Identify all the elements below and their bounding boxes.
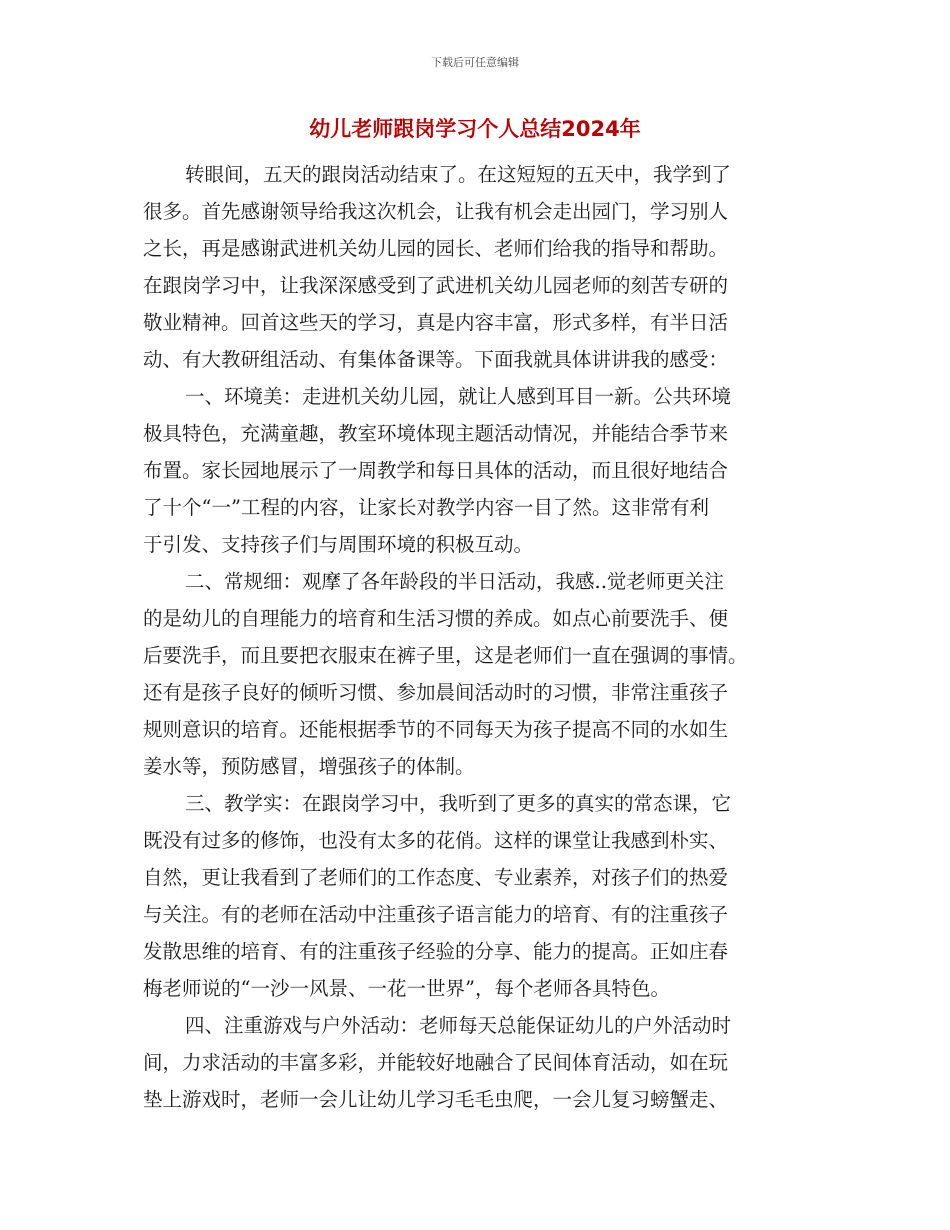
text-line: 四、注重游戏与户外活动：老师每天总能保证幼儿的户外活动时 bbox=[185, 1014, 732, 1037]
text-line: 二、常规细：观摩了各年龄段的半日活动，我感..觉老师更关注 bbox=[185, 570, 724, 593]
text-line: 间，力求活动的丰富多彩，并能较好地融合了民间体育活动，如在玩 bbox=[143, 1051, 729, 1074]
text-line: 极具特色，充满童趣，教室环境体现主题活动情况，并能结合季节来 bbox=[143, 422, 729, 445]
text-line: 在跟岗学习中，让我深深感受到了武进机关幼儿园老师的刻苦专研的 bbox=[143, 274, 729, 297]
text-line: 于引发、支持孩子们与周围环境的积极互动。 bbox=[143, 533, 534, 556]
page-header: 下载后可任意编辑 bbox=[431, 56, 519, 69]
text-line: 自然，更让我看到了老师们的工作态度、专业素养，对孩子们的热爱 bbox=[143, 866, 729, 889]
text-line: 垫上游戏时，老师一会儿让幼儿学习毛毛虫爬，一会儿复习螃蟹走、 bbox=[143, 1088, 729, 1111]
text-line: 布置。家长园地展示了一周教学和每日具体的活动，而且很好地结合 bbox=[143, 459, 729, 482]
document-body bbox=[143, 156, 803, 1118]
text-line: 既没有过多的修饰，也没有太多的花俏。这样的课堂让我感到朴实、 bbox=[143, 829, 729, 852]
text-line: 很多。首先感谢领导给我这次机会，让我有机会走出园门，学习别人 bbox=[143, 200, 729, 223]
text-line: 后要洗手，而且要把衣服束在裤子里，这是老师们一直在强调的事情。 bbox=[143, 644, 748, 667]
document-title: 幼儿老师跟岗学习个人总结2024年 bbox=[309, 117, 641, 141]
text-line: 敬业精神。回首这些天的学习，真是内容丰富，形式多样，有半日活 bbox=[143, 311, 729, 334]
text-line: 规则意识的培育。还能根据季节的不同每天为孩子提高不同的水如生 bbox=[143, 718, 729, 741]
text-line: 梅老师说的“一沙一风景、一花一世界”，每个老师各具特色。 bbox=[143, 977, 670, 1000]
text-line: 之长，再是感谢武进机关幼儿园的园长、老师们给我的指导和帮助。 bbox=[143, 237, 729, 260]
text-line: 了十个“一”工程的内容，让家长对教学内容一目了然。这非常有利 bbox=[143, 496, 709, 519]
text-line: 一、环境美：走进机关幼儿园，就让人感到耳目一新。公共环境 bbox=[185, 385, 732, 408]
text-line: 的是幼儿的自理能力的培育和生活习惯的养成。如点心前要洗手、便 bbox=[143, 607, 729, 630]
text-line: 与关注。有的老师在活动中注重孩子语言能力的培育、有的注重孩子 bbox=[143, 903, 729, 926]
text-line: 姜水等，预防感冒，增强孩子的体制。 bbox=[143, 755, 475, 778]
text-line: 还有是孩子良好的倾听习惯、参加晨间活动时的习惯，非常注重孩子 bbox=[143, 681, 729, 704]
text-line: 发散思维的培育、有的注重孩子经验的分享、能力的提高。正如庄春 bbox=[143, 940, 729, 963]
text-line: 动、有大教研组活动、有集体备课等。下面我就具体讲讲我的感受： bbox=[143, 348, 729, 371]
text-line: 三、教学实：在跟岗学习中，我听到了更多的真实的常态课，它 bbox=[185, 792, 732, 815]
text-line: 转眼间，五天的跟岗活动结束了。在这短短的五天中，我学到了 bbox=[185, 163, 732, 186]
